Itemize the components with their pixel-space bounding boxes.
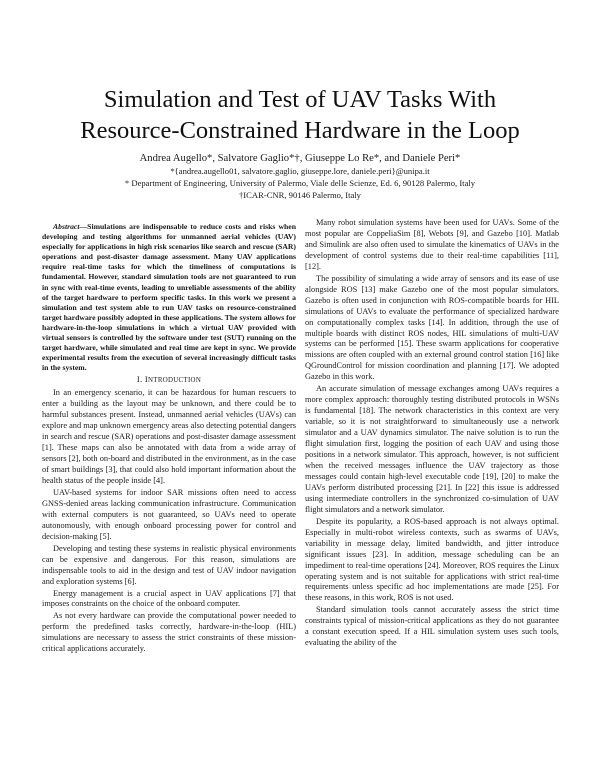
section-title-rest: NTRODUCTION xyxy=(148,377,202,385)
intro-paragraph-3: Developing and testing these systems in realistic physical environments can be expensive and dangerous. For this reason, simulations are indispensable tools to aid in the design and test of UAV indoor navigation and exploration systems [6]. xyxy=(42,543,296,586)
section-title-initial: I xyxy=(144,374,149,385)
intro-paragraph-1: In an emergency scenario, it can be hazardous for human rescuers to enter a building as the layout may be unknown, and there could be to harmful substances present. Instead, unmanned aerial vehicles (UAVs) can explore and map unknown emergency areas also detecting potential dangers in search and rescue (SAR) operations and post-disaster damage assessment [1]. These maps can also be annotated with data from a wide array of sensors [2], both on-board and distributed in the environment, as in the case of smart buildings [3], that could also hold important information about the health status of the people inside [4]. xyxy=(42,388,297,485)
affiliation-department: * Department of Engineering, University of Palermo, Viale delle Scienze, Ed. 6, 90128 Palermo, Italy xyxy=(124,178,476,188)
left-column xyxy=(42,222,296,655)
author-emails: *{andrea.augello01, salvatore.gaglio, giuseppe.lore, daniele.peri}@unipa.it xyxy=(170,166,430,176)
right-paragraph-4: Despite its popularity, a ROS-based approach is not always optimal. Especially in multi-robot wireless contexts, such as swarms of UAVs, variability in message delay, limited bandwidth, and jitter introduce significant issues [23]. In addition, message scheduling can be an impediment to real-time operations [24]. Moreover, ROS requires the Linux operating system and is not suitable for applications with strict real-time requirements unless specific ad hoc implementations are made [25]. For these reasons, in this work, ROS is not used. xyxy=(305,516,559,603)
right-column xyxy=(305,218,559,649)
right-paragraph-2: The possibility of simulating a wide array of sensors and its ease of use alongside ROS [13] make Gazebo one of the most popular simulators. Gazebo is often used in conjunction with ROS-compatible boards for HIL simulations of UAVs to evaluate the performance of specialized hardware on computationally complex tasks [14]. In addition, through the use of multiple boards with distinct ROS nodes, HIL simulations of multi-UAV systems can be performed [15]. These swarm applications for cooperative missions are often coupled with an external ground control station [16] like QGroundControl for mission coordination and planning [17]. We adopted Gazebo in this work. xyxy=(305,273,559,382)
section-number: I. xyxy=(136,374,143,385)
right-paragraph-3: An accurate simulation of message exchanges among UAVs requires a more complex approach: thoroughly testing distributed protocols in WSNs is fundamental [18]. The network characteristics in this context are very variable, so it is not straightforward to simultaneously use a network simulator and a UAV dynamics simulator. The naive solution is to run the flight simulation first, logging the position of each UAV and using those positions in a network simulator. This approach, however, is not sufficient when the received messages influence the UAV trajectory as those messages could contain high-level executable code [19], [20] to make the UAVs perform distributed processing [21]. In [22] this issue is addressed using intermediate controllers in the synchronized co-simulation of UAV flight simulators and a network simulator. xyxy=(305,384,559,514)
abstract-text: Simulations are indispensable to reduce costs and risks when developing and testing algorithms for unmanned aerial vehicles (UAV) especially for applications in high risk scenarios like search and rescue (SAR) operations and post-disaster damage assessment. Many UAV applications require real-time tasks for which the timeliness of computations is fundamental. However, standard simulation tools are not guaranteed to run in sync with real-time events, leading to unreliable assessments of the ability of the target hardware to perform specific tasks. In this work we present a simulation and test system able to run UAV tasks on resource-constrained target hardware possibly adopted in these applications. The system allows for hardware-in-the-loop simulations in which a virtual UAV provided with virtual sensors is controlled by the software under test (SUT) running on the target hardware, while simulated and real time are kept in sync. We provide experimental results from the execution of several increasingly difficult tasks in the system. xyxy=(42,222,296,373)
author-list: Andrea Augello*, Salvatore Gaglio*†, Giuseppe Lo Re*, and Daniele Peri* xyxy=(139,153,461,164)
title-line-1: Simulation and Test of UAV Tasks With xyxy=(103,86,497,113)
paper-title xyxy=(40,84,560,146)
intro-paragraph-4: Energy management is a crucial aspect in UAV applications [7] that imposes constraints on the choice of the onboard computer. xyxy=(42,588,296,609)
abstract xyxy=(42,222,296,373)
section-heading-introduction xyxy=(42,374,296,387)
title-line-2: Resource-Constrained Hardware in the Loop xyxy=(80,117,520,144)
right-paragraph-1: Many robot simulation systems have been used for UAVs. Some of the most popular are CoppeliaSim [8], Webots [9], and Gazebo [10]. Matlab and Simulink are also often used to simulate the kinematics of UAVs in the development of control systems due to their real-time capabilities [11], [12]. xyxy=(305,218,559,271)
intro-paragraph-2: UAV-based systems for indoor SAR missions often need to access GNSS-denied areas lacking communication infrastructure. Communication with external computers is not guaranteed, so UAVs need to operate autonomously, with enough onboard processing power for control and decision-making [5]. xyxy=(42,487,296,541)
affiliation-icar: †ICAR-CNR, 90146 Palermo, Italy xyxy=(239,190,361,200)
intro-paragraph-5: As not every hardware can provide the computational power needed to perform the predefined tasks correctly, hardware-in-the-loop (HIL) simulations are necessary to assess the strict constraints of these mission-critical applications accurately. xyxy=(42,611,296,654)
right-paragraph-5: Standard simulation tools cannot accurately assess the strict time constraints typical of mission-critical applications as they do not guarantee a constant execution speed. If a HIL simulation system uses such tools, evaluating the ability of the xyxy=(305,605,559,648)
abstract-label: Abstract— xyxy=(53,222,88,231)
